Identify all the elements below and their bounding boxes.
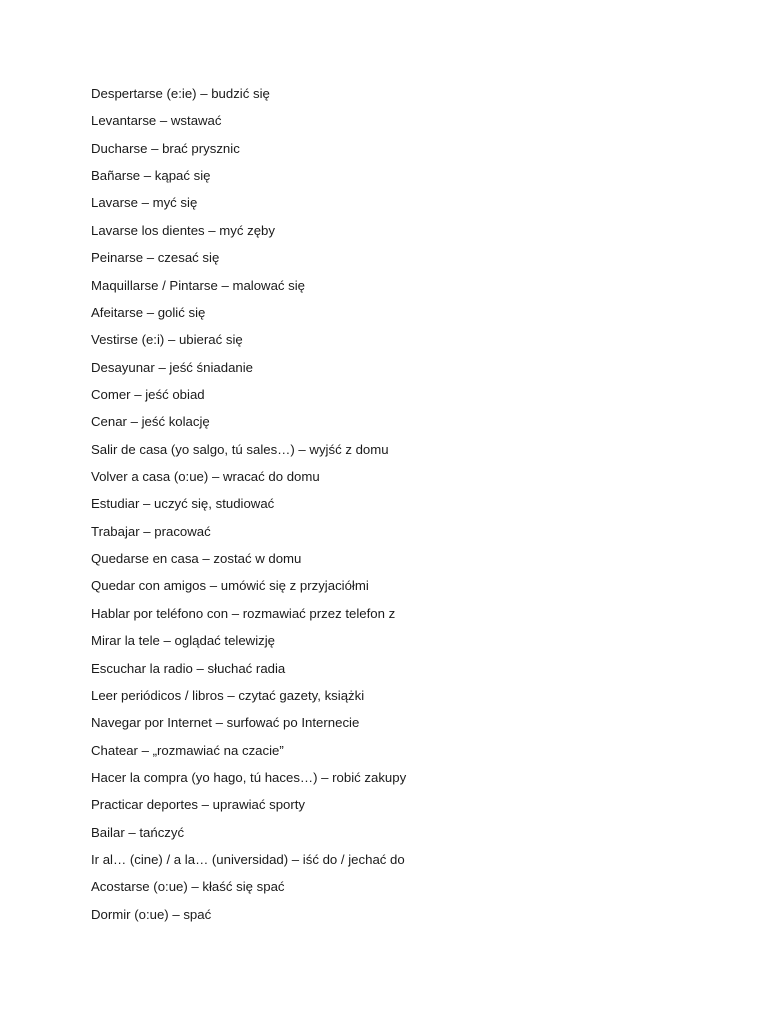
vocabulary-item: Lavarse – myć się [91, 195, 198, 211]
vocabulary-item: Acostarse (o:ue) – kłaść się spać [91, 879, 285, 895]
vocabulary-item: Quedar con amigos – umówić się z przyjaciółmi [91, 578, 369, 594]
vocabulary-list [91, 84, 406, 932]
vocabulary-item: Quedarse en casa – zostać w domu [91, 551, 302, 567]
vocabulary-item: Bailar – tańczyć [91, 824, 185, 840]
vocabulary-item: Trabajar – pracować [91, 523, 211, 539]
vocabulary-item: Volver a casa (o:ue) – wracać do domu [91, 469, 320, 485]
vocabulary-item: Peinarse – czesać się [91, 250, 220, 266]
vocabulary-item: Dormir (o:ue) – spać [91, 906, 212, 922]
vocabulary-item: Mirar la tele – oglądać telewizję [91, 633, 275, 649]
vocabulary-item: Desayunar – jeść śniadanie [91, 359, 254, 375]
vocabulary-item: Ducharse – brać prysznic [91, 140, 240, 156]
vocabulary-item: Cenar – jeść kolację [91, 414, 210, 430]
vocabulary-item: Lavarse los dientes – myć zęby [91, 222, 275, 238]
vocabulary-item: Salir de casa (yo salgo, tú sales…) – wyjść z domu [91, 441, 389, 457]
vocabulary-item: Vestirse (e:i) – ubierać się [91, 332, 243, 348]
vocabulary-item: Practicar deportes – uprawiać sporty [91, 797, 306, 813]
vocabulary-item: Chatear – „rozmawiać na czacie” [91, 742, 284, 758]
vocabulary-item: Leer periódicos / libros – czytać gazety, książki [91, 687, 365, 703]
vocabulary-item: Comer – jeść obiad [91, 386, 205, 402]
vocabulary-item: Afeitarse – golić się [91, 304, 206, 320]
vocabulary-item: Ir al… (cine) / a la… (universidad) – iść do / jechać do [91, 852, 405, 868]
vocabulary-item: Despertarse (e:ie) – budzić się [91, 86, 270, 101]
vocabulary-item: Estudiar – uczyć się, studiować [91, 496, 275, 512]
vocabulary-item: Escuchar la radio – słuchać radia [91, 660, 286, 676]
vocabulary-item: Maquillarse / Pintarse – malować się [91, 277, 306, 293]
vocabulary-item: Levantarse – wstawać [91, 113, 222, 129]
vocabulary-item: Hacer la compra (yo hago, tú haces…) – robić zakupy [91, 769, 407, 785]
vocabulary-item: Bañarse – kąpać się [91, 168, 211, 184]
vocabulary-item: Navegar por Internet – surfować po Internecie [91, 715, 360, 731]
vocabulary-item: Hablar por teléfono con – rozmawiać przez telefon z [91, 605, 396, 621]
